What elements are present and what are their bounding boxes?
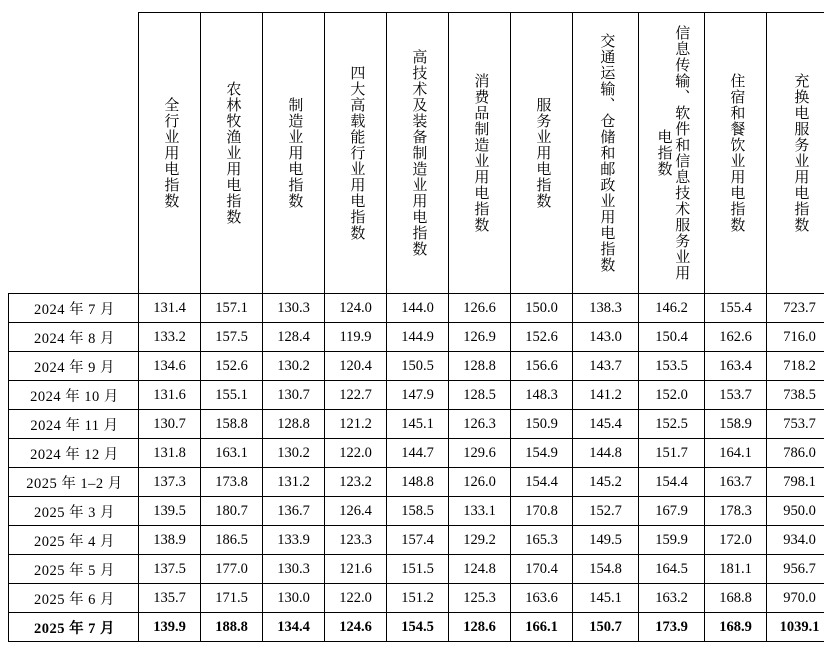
table-cell-value: 143.0 — [573, 323, 639, 352]
table-cell-value: 180.7 — [201, 497, 263, 526]
table-cell-value: 157.4 — [387, 526, 449, 555]
table-cell-value: 137.5 — [139, 555, 201, 584]
table-cell-value: 125.3 — [449, 584, 511, 613]
table-row — [9, 613, 824, 642]
table-cell-value: 139.5 — [139, 497, 201, 526]
row-label-month: 2024 年 12 月 — [9, 439, 139, 468]
table-cell-value: 131.8 — [139, 439, 201, 468]
header-label-accommodation-catering: 住宿和餐饮业用电指数 — [728, 73, 745, 233]
table-cell-value: 121.6 — [325, 555, 387, 584]
table-cell-value: 177.0 — [201, 555, 263, 584]
table-row — [9, 526, 824, 555]
header-cell-all-industry — [139, 13, 201, 294]
header-label-consumer-goods: 消费品制造业用电指数 — [472, 73, 489, 233]
table-cell-value: 956.7 — [767, 555, 824, 584]
row-label-month: 2024 年 8 月 — [9, 323, 139, 352]
table-cell-value: 159.9 — [639, 526, 705, 555]
table-cell-value: 154.8 — [573, 555, 639, 584]
row-label-month: 2024 年 11 月 — [9, 410, 139, 439]
table-cell-value: 134.6 — [139, 352, 201, 381]
table-cell-value: 150.4 — [639, 323, 705, 352]
table-cell-value: 119.9 — [325, 323, 387, 352]
table-cell-value: 126.4 — [325, 497, 387, 526]
table-cell-value: 137.3 — [139, 468, 201, 497]
table-body — [9, 294, 824, 642]
table-cell-value: 171.5 — [201, 584, 263, 613]
table-row — [9, 497, 824, 526]
table-cell-value: 135.7 — [139, 584, 201, 613]
table-cell-value: 147.9 — [387, 381, 449, 410]
table-cell-value: 163.7 — [705, 468, 767, 497]
table-cell-value: 163.1 — [201, 439, 263, 468]
table-cell-value: 178.3 — [705, 497, 767, 526]
table-cell-value: 162.6 — [705, 323, 767, 352]
header-label-all-industry: 全行业用电指数 — [162, 97, 179, 209]
table-row — [9, 439, 824, 468]
table-cell-value: 154.9 — [511, 439, 573, 468]
table-cell-value: 144.0 — [387, 294, 449, 323]
table-cell-value: 145.4 — [573, 410, 639, 439]
header-cell-four-high-energy — [325, 13, 387, 294]
row-label-month: 2025 年 5 月 — [9, 555, 139, 584]
table-cell-value: 798.1 — [767, 468, 824, 497]
header-cell-accommodation-catering — [705, 13, 767, 294]
table-cell-value: 786.0 — [767, 439, 824, 468]
table-cell-value: 150.5 — [387, 352, 449, 381]
table-cell-value: 141.2 — [573, 381, 639, 410]
table-cell-value: 753.7 — [767, 410, 824, 439]
table-cell-value: 130.3 — [263, 294, 325, 323]
header-row — [9, 13, 824, 294]
table-cell-value: 131.4 — [139, 294, 201, 323]
header-cell-consumer-goods — [449, 13, 511, 294]
header-cell-transport-storage-post — [573, 13, 639, 294]
table-cell-value: 148.3 — [511, 381, 573, 410]
table-cell-value: 123.3 — [325, 526, 387, 555]
header-label-info-software-it: 信息传输、软件和信息技术服务业用电指数 — [655, 25, 690, 281]
table-row — [9, 584, 824, 613]
table-cell-value: 152.7 — [573, 497, 639, 526]
table-cell-value: 130.2 — [263, 352, 325, 381]
table-cell-value: 131.2 — [263, 468, 325, 497]
table-cell-value: 738.5 — [767, 381, 824, 410]
table-cell-value: 172.0 — [705, 526, 767, 555]
table-cell-value: 124.0 — [325, 294, 387, 323]
table-cell-value: 158.5 — [387, 497, 449, 526]
table-cell-value: 154.4 — [511, 468, 573, 497]
table-cell-value: 122.0 — [325, 584, 387, 613]
table-cell-value: 168.8 — [705, 584, 767, 613]
table-cell-value: 152.0 — [639, 381, 705, 410]
table-cell-value: 144.8 — [573, 439, 639, 468]
table-cell-value: 149.5 — [573, 526, 639, 555]
table-cell-value: 970.0 — [767, 584, 824, 613]
table-cell-value: 156.6 — [511, 352, 573, 381]
header-cell-corner — [9, 13, 139, 294]
table-cell-value: 150.0 — [511, 294, 573, 323]
table-cell-value: 133.1 — [449, 497, 511, 526]
table-cell-value: 165.3 — [511, 526, 573, 555]
table-cell-value: 126.6 — [449, 294, 511, 323]
table-cell-value: 153.5 — [639, 352, 705, 381]
table-cell-value: 146.2 — [639, 294, 705, 323]
header-cell-ev-charging — [767, 13, 824, 294]
row-label-month: 2025 年 1–2 月 — [9, 468, 139, 497]
table-cell-value: 128.8 — [449, 352, 511, 381]
table-cell-value: 154.5 — [387, 613, 449, 642]
header-label-manufacturing: 制造业用电指数 — [286, 97, 303, 209]
table-cell-value: 164.1 — [705, 439, 767, 468]
table-cell-value: 136.7 — [263, 497, 325, 526]
row-label-month: 2025 年 6 月 — [9, 584, 139, 613]
table-cell-value: 120.4 — [325, 352, 387, 381]
table-cell-value: 145.1 — [387, 410, 449, 439]
table-row — [9, 323, 824, 352]
table-row — [9, 352, 824, 381]
table-cell-value: 128.8 — [263, 410, 325, 439]
table-cell-value: 126.0 — [449, 468, 511, 497]
table-header — [9, 13, 824, 294]
table-cell-value: 163.2 — [639, 584, 705, 613]
table-cell-value: 164.5 — [639, 555, 705, 584]
table-cell-value: 1039.1 — [767, 613, 824, 642]
table-cell-value: 158.9 — [705, 410, 767, 439]
table-cell-value: 144.7 — [387, 439, 449, 468]
table-cell-value: 128.5 — [449, 381, 511, 410]
table-cell-value: 143.7 — [573, 352, 639, 381]
table-cell-value: 128.6 — [449, 613, 511, 642]
table-cell-value: 133.2 — [139, 323, 201, 352]
table-cell-value: 718.2 — [767, 352, 824, 381]
table-cell-value: 173.8 — [201, 468, 263, 497]
header-label-agriculture: 农林牧渔业用电指数 — [224, 81, 241, 225]
table-cell-value: 152.6 — [511, 323, 573, 352]
table-cell-value: 145.2 — [573, 468, 639, 497]
table-cell-value: 154.4 — [639, 468, 705, 497]
table-cell-value: 950.0 — [767, 497, 824, 526]
table-cell-value: 150.9 — [511, 410, 573, 439]
table-cell-value: 126.9 — [449, 323, 511, 352]
table-cell-value: 168.9 — [705, 613, 767, 642]
table-cell-value: 188.8 — [201, 613, 263, 642]
table-cell-value: 155.4 — [705, 294, 767, 323]
table-cell-value: 138.9 — [139, 526, 201, 555]
header-label-hi-tech-equipment: 高技术及装备制造业用电指数 — [410, 49, 427, 257]
table-cell-value: 170.4 — [511, 555, 573, 584]
table-cell-value: 133.9 — [263, 526, 325, 555]
table-cell-value: 124.8 — [449, 555, 511, 584]
table-row — [9, 468, 824, 497]
row-label-month: 2024 年 10 月 — [9, 381, 139, 410]
row-label-month: 2025 年 7 月 — [9, 613, 139, 642]
table-cell-value: 155.1 — [201, 381, 263, 410]
table-cell-value: 121.2 — [325, 410, 387, 439]
table-cell-value: 158.8 — [201, 410, 263, 439]
table-cell-value: 151.5 — [387, 555, 449, 584]
header-label-services: 服务业用电指数 — [534, 97, 551, 209]
header-cell-services — [511, 13, 573, 294]
table-cell-value: 130.7 — [263, 381, 325, 410]
table-cell-value: 716.0 — [767, 323, 824, 352]
table-cell-value: 122.7 — [325, 381, 387, 410]
table-cell-value: 151.7 — [639, 439, 705, 468]
table-cell-value: 134.4 — [263, 613, 325, 642]
table-cell-value: 151.2 — [387, 584, 449, 613]
table-cell-value: 163.6 — [511, 584, 573, 613]
table-cell-value: 131.6 — [139, 381, 201, 410]
table-cell-value: 167.9 — [639, 497, 705, 526]
row-label-month: 2025 年 4 月 — [9, 526, 139, 555]
table-cell-value: 934.0 — [767, 526, 824, 555]
header-label-four-high-energy: 四大高载能行业用电指数 — [348, 65, 365, 241]
row-label-month: 2024 年 9 月 — [9, 352, 139, 381]
header-cell-info-software-it — [639, 13, 705, 294]
table-row — [9, 410, 824, 439]
table-cell-value: 126.3 — [449, 410, 511, 439]
header-label-ev-charging: 充换电服务业用电指数 — [792, 73, 809, 233]
table-cell-value: 150.7 — [573, 613, 639, 642]
table-cell-value: 144.9 — [387, 323, 449, 352]
table-cell-value: 129.2 — [449, 526, 511, 555]
header-cell-manufacturing — [263, 13, 325, 294]
table-cell-value: 152.6 — [201, 352, 263, 381]
table-cell-value: 122.0 — [325, 439, 387, 468]
table-cell-value: 130.3 — [263, 555, 325, 584]
table-cell-value: 157.5 — [201, 323, 263, 352]
table-row — [9, 555, 824, 584]
header-label-transport-storage-post: 交通运输、仓储和邮政业用电指数 — [598, 33, 615, 273]
table-cell-value: 173.9 — [639, 613, 705, 642]
table-cell-value: 163.4 — [705, 352, 767, 381]
table-cell-value: 129.6 — [449, 439, 511, 468]
table-cell-value: 139.9 — [139, 613, 201, 642]
table-cell-value: 186.5 — [201, 526, 263, 555]
table-cell-value: 153.7 — [705, 381, 767, 410]
table-cell-value: 130.0 — [263, 584, 325, 613]
table-row — [9, 381, 824, 410]
table-cell-value: 181.1 — [705, 555, 767, 584]
table-cell-value: 723.7 — [767, 294, 824, 323]
header-cell-agriculture — [201, 13, 263, 294]
table-cell-value: 148.8 — [387, 468, 449, 497]
table-cell-value: 170.8 — [511, 497, 573, 526]
table-cell-value: 123.2 — [325, 468, 387, 497]
table-cell-value: 152.5 — [639, 410, 705, 439]
header-cell-hi-tech-equipment — [387, 13, 449, 294]
electricity-index-table — [8, 12, 824, 642]
table-cell-value: 124.6 — [325, 613, 387, 642]
table-cell-value: 138.3 — [573, 294, 639, 323]
row-label-month: 2025 年 3 月 — [9, 497, 139, 526]
row-label-month: 2024 年 7 月 — [9, 294, 139, 323]
table-cell-value: 145.1 — [573, 584, 639, 613]
table-cell-value: 128.4 — [263, 323, 325, 352]
table-row — [9, 294, 824, 323]
table-cell-value: 130.2 — [263, 439, 325, 468]
table-cell-value: 130.7 — [139, 410, 201, 439]
table-cell-value: 166.1 — [511, 613, 573, 642]
table-cell-value: 157.1 — [201, 294, 263, 323]
